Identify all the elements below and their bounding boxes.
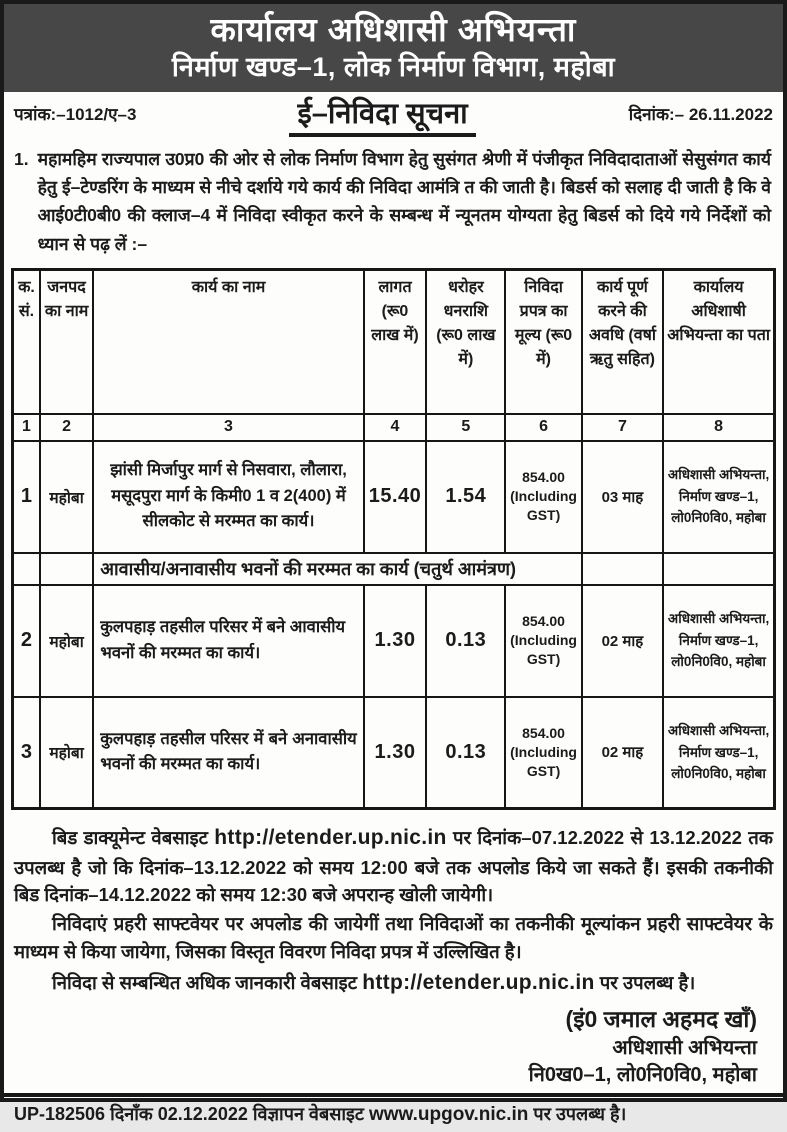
row-work-name: कुलपहाड़ तहसील परिसर में बने आवासीय भवनों की मरम्मत का कार्य। — [93, 585, 364, 697]
row-district: महोबा — [40, 585, 93, 697]
row-district: महोबा — [40, 441, 93, 553]
col-header-office: कार्यालय अधिशाषी अभियन्ता का पता — [663, 270, 774, 414]
note-bid-document — [14, 822, 773, 909]
row-office-address: अधिशासी अभियन्ता, निर्माण खण्ड–1, लो0नि0वि0, महोबा — [663, 697, 774, 809]
row-office-address: अधिशासी अभियन्ता, निर्माण खण्ड–1, लो0नि0वि0, महोबा — [663, 585, 774, 697]
table-row — [13, 441, 775, 553]
signatory-name: (इं0 जमाल अहमद खाँ) — [565, 1006, 757, 1033]
row-sno: 2 — [13, 585, 40, 697]
note-text: पर उपलब्ध है। — [594, 971, 696, 993]
signature-block — [4, 998, 783, 1093]
col-header-form-price: निविदा प्रपत्र का मूल्य (रू0 में) — [505, 270, 581, 414]
etender-url: http://etender.up.nic.in — [362, 970, 595, 994]
table-section-row — [13, 553, 775, 585]
office-title: कार्यालय अधिशासी अभियन्ता — [210, 11, 577, 48]
empty-cell — [40, 553, 93, 585]
empty-cell — [582, 553, 664, 585]
empty-cell — [13, 553, 40, 585]
office-subtitle: निर्माण खण्ड–1, लोक निर्माण विभाग, महोबा — [171, 51, 616, 82]
note-text: निविदा से सम्बन्धित अधिक जानकारी वेबसाइट — [52, 971, 363, 993]
col-number: 8 — [663, 414, 774, 441]
row-cost: 15.40 — [364, 441, 426, 553]
table-header-row — [13, 270, 775, 414]
col-number: 3 — [93, 414, 364, 441]
row-district: महोबा — [40, 697, 93, 809]
document-title: ई–निविदा सूचना — [289, 98, 475, 136]
meta-row — [4, 92, 783, 138]
row-emd: 1.54 — [426, 441, 505, 553]
row-form-price: 854.00 (Including GST) — [505, 585, 581, 697]
empty-cell — [663, 553, 774, 585]
title-wrap — [136, 98, 628, 136]
office-banner — [4, 4, 783, 92]
col-header-work: कार्य का नाम — [93, 270, 364, 414]
row-sno: 3 — [13, 697, 40, 809]
row-form-price: 854.00 (Including GST) — [505, 697, 581, 809]
col-header-sno: क. सं. — [13, 270, 40, 414]
row-period: 02 माह — [582, 585, 664, 697]
upgov-url: www.upgov.nic.in — [368, 1104, 529, 1126]
row-period: 02 माह — [582, 697, 664, 809]
col-number: 5 — [426, 414, 505, 441]
signatory-designation: अधिशासी अभियन्ता — [612, 1037, 757, 1060]
row-office-address: अधिशासी अभियन्ता, निर्माण खण्ड–1, लो0नि0वि0, महोबा — [663, 441, 774, 553]
notes-section — [4, 814, 783, 998]
footer-text: पर उपलब्ध है। — [528, 1104, 627, 1125]
note-prahari-software: निविदाएं प्रहरी साफ्टवेयर पर अपलोड की जायेगीं तथा निविदाओं का तकनीकी मूल्यांकन प्रहरी साफ्टवेयर के माध्यम से किया जायेगा, जिसका विस्तृत विवरण निविदा प्रपत्र में उल्लिखित है। — [14, 913, 773, 962]
col-header-cost: लागत (रू0 लाख में) — [364, 270, 426, 414]
col-header-district: जनपद का नाम — [40, 270, 93, 414]
publication-footer — [4, 1093, 783, 1132]
tender-table — [11, 268, 776, 810]
footer-text: UP-182506 दिनाँक 02.12.2022 विज्ञापन वेबसाइट — [14, 1104, 369, 1125]
notice-date: दिनांक:– 26.11.2022 — [628, 105, 773, 125]
col-header-period: कार्य पूर्ण करने की अवधि (वर्षा ऋतु सहित) — [582, 270, 664, 414]
table-row — [13, 697, 775, 809]
row-work-name: कुलपहाड़ तहसील परिसर में बने अनावासीय भवनों की मरम्मत का कार्य। — [93, 697, 364, 809]
etender-url: http://etender.up.nic.in — [214, 826, 447, 850]
col-number: 1 — [13, 414, 40, 441]
col-number: 4 — [364, 414, 426, 441]
note-more-info — [14, 967, 773, 999]
row-form-price: 854.00 (Including GST) — [505, 441, 581, 553]
row-emd: 0.13 — [426, 697, 505, 809]
col-number: 7 — [582, 414, 664, 441]
note-text: बिड डाक्यूमेन्ट वेबसाइट — [52, 827, 215, 849]
row-period: 03 माह — [582, 441, 664, 553]
row-sno: 1 — [13, 441, 40, 553]
note-text: पर दिनांक–07.12.2022 से 13.12.2022 तक उपलब्ध है जो कि दिनांक–13.12.2022 को समय 12:00 बजे तक अपलोड किये जा सकते हैं। इसकी तकनीकी बिड दिनांक–14.12.2022 को समय 12:30 बजे अपरान्ह खोली जायेगी। — [14, 827, 773, 906]
intro-number: 1. — [14, 148, 29, 169]
col-number: 6 — [505, 414, 581, 441]
letter-number: पत्रांक:–1012/ए–3 — [14, 105, 137, 125]
col-header-emd: धरोहर धनराशि (रू0 लाख में) — [426, 270, 505, 414]
section-title: आवासीय/अनावासीय भवनों की मरम्मत का कार्य (चतुर्थ आमंत्रण) — [93, 553, 581, 585]
signatory-office: नि0ख0–1, लो0नि0वि0, महोबा — [528, 1064, 757, 1087]
column-number-row — [13, 414, 775, 441]
row-cost: 1.30 — [364, 697, 426, 809]
row-emd: 0.13 — [426, 585, 505, 697]
table-row — [13, 585, 775, 697]
intro-text: महामहिम राज्यपाल उ0प्र0 की ओर से लोक निर्माण विभाग हेतु सुसंगत श्रेणी में पंजीकृत निविदादाताओं सेसुसंगत कार्य हेतु ई–टेण्डरिंग के माध्यम से नीचे दर्शाये गये कार्य की निविदा आमंत्रि त की जाती है। बिडर्स को सलाह दी जाती है कि वे आई0टी0बी0 की क्लाज–4 में निविदा स्वीकृत करने के सम्बन्ध में न्यूनतम योग्यता हेतु बिडर्स को दिये गये निर्देशों को ध्यान से पढ़ लें :– — [37, 148, 771, 254]
row-work-name: झांसी मिर्जापुर मार्ग से निसवारा, लौलारा, मसूदपुरा मार्ग के किमी0 1 व 2(400) में सीलकोट से मरम्मत का कार्य। — [93, 441, 364, 553]
intro-paragraph — [4, 139, 783, 266]
col-number: 2 — [40, 414, 93, 441]
row-cost: 1.30 — [364, 585, 426, 697]
